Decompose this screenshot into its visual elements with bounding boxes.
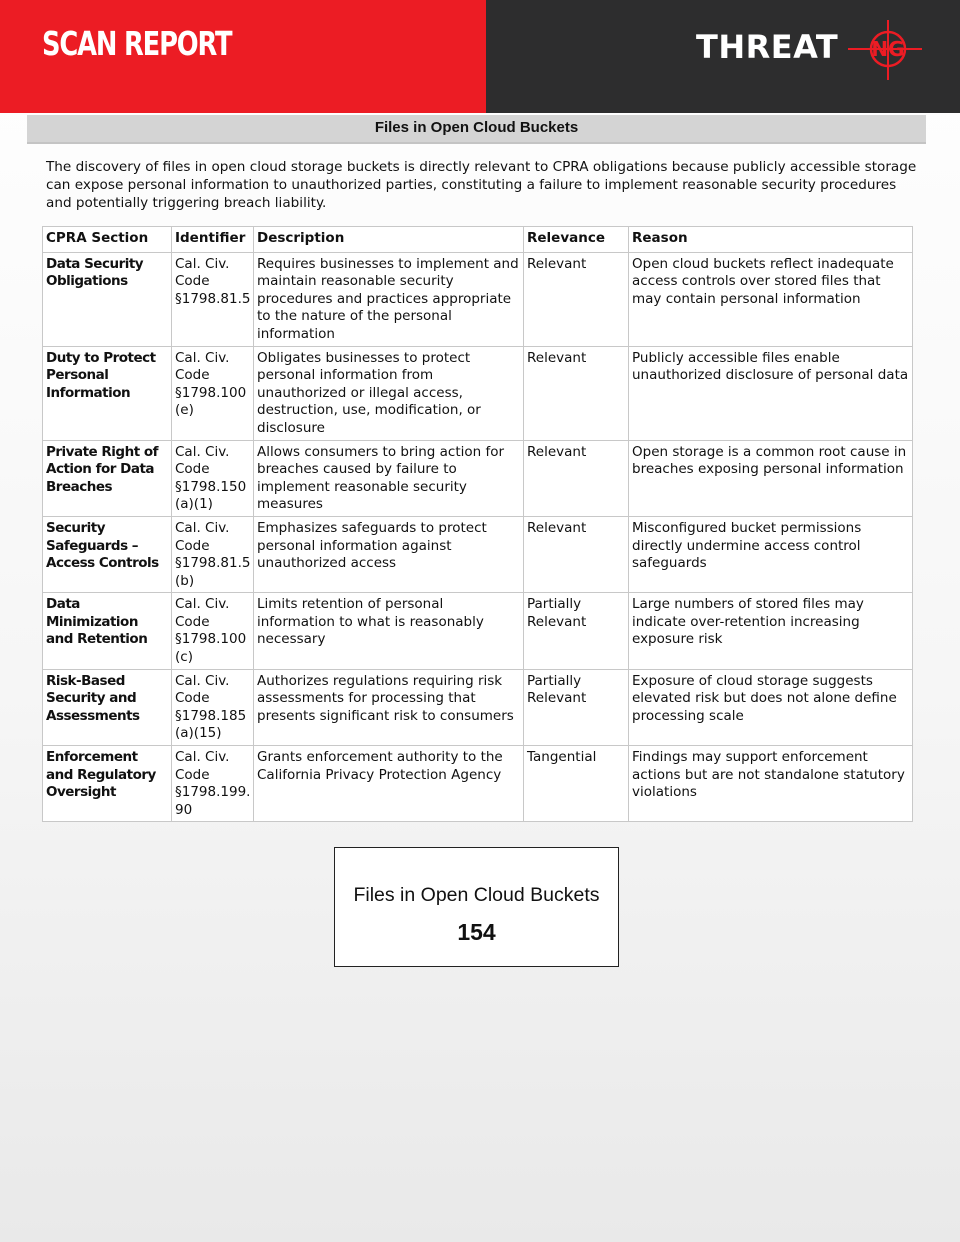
reason-cell: Open cloud buckets reflect inadequate access controls over stored files that may contain personal information [629,252,913,346]
report-title: SCAN REPORT [42,24,232,63]
logo-wordmark: THREAT [696,28,839,66]
column-header-relevance: Relevance [524,227,629,253]
cpra-section-cell: Risk-Based Security and Assessments [43,669,172,745]
relevance-cell: Partially Relevant [524,669,629,745]
reason-cell: Open storage is a common root cause in breaches exposing personal information [629,440,913,516]
crosshair-icon [846,20,926,80]
reason-cell: Misconfigured bucket permissions directly undermine access control safeguards [629,516,913,592]
stat-label: Files in Open Cloud Buckets [353,884,600,906]
identifier-cell: Cal. Civ. Code §1798.81.5 [172,252,254,346]
cpra-section-cell: Duty to Protect Personal Information [43,346,172,440]
description-cell: Obligates businesses to protect personal information from unauthorized or illegal access, destruction, use, modification, or disclosure [254,346,524,440]
description-cell: Limits retention of personal information to what is reasonably necessary [254,593,524,669]
table-row [43,440,913,516]
identifier-cell: Cal. Civ. Code §1798.185 (a)(15) [172,669,254,745]
identifier-cell: Cal. Civ. Code §1798.150 (a)(1) [172,440,254,516]
table-row [43,669,913,745]
reason-cell: Large numbers of stored files may indicate over-retention increasing exposure risk [629,593,913,669]
report-header [0,0,960,113]
cpra-section-cell: Data Security Obligations [43,252,172,346]
intro-paragraph: The discovery of files in open cloud storage buckets is directly relevant to CPRA obligations because publicly accessible storage can expose personal information to unauthorized parties, constituting a failure to implement reasonable security procedures and potentially triggering breach liability. [46,159,917,211]
description-cell: Authorizes regulations requiring risk assessments for processing that presents significant risk to consumers [254,669,524,745]
relevance-cell: Relevant [524,252,629,346]
cpra-section-cell: Data Minimization and Retention [43,593,172,669]
description-cell: Emphasizes safeguards to protect personal information against unauthorized access [254,516,524,592]
stat-value: 154 [457,919,496,945]
section-title: Files in Open Cloud Buckets [27,115,926,144]
reason-cell: Publicly accessible files enable unauthorized disclosure of personal data [629,346,913,440]
relevance-cell: Relevant [524,516,629,592]
stat-summary-box [334,847,619,967]
cpra-section-cell: Security Safeguards – Access Controls [43,516,172,592]
column-header-section: CPRA Section [43,227,172,253]
description-cell: Requires businesses to implement and maintain reasonable security procedures and practices appropriate to the nature of the personal information [254,252,524,346]
cpra-table-container [42,226,912,822]
cpra-section-cell: Private Right of Action for Data Breaches [43,440,172,516]
column-header-reason: Reason [629,227,913,253]
reason-cell: Exposure of cloud storage suggests elevated risk but does not alone define processing scale [629,669,913,745]
threatng-logo [696,20,936,80]
logo-suffix: NG [871,37,905,61]
identifier-cell: Cal. Civ. Code §1798.100 (c) [172,593,254,669]
table-row [43,346,913,440]
identifier-cell: Cal. Civ. Code §1798.100 (e) [172,346,254,440]
description-cell: Allows consumers to bring action for breaches caused by failure to implement reasonable security measures [254,440,524,516]
cpra-section-cell: Enforcement and Regulatory Oversight [43,746,172,822]
table-row [43,746,913,822]
reason-cell: Findings may support enforcement actions but are not standalone statutory violations [629,746,913,822]
table-row [43,593,913,669]
description-cell: Grants enforcement authority to the California Privacy Protection Agency [254,746,524,822]
table-row [43,252,913,346]
column-header-identifier: Identifier [172,227,254,253]
table-header-row [43,227,913,253]
relevance-cell: Partially Relevant [524,593,629,669]
header-red-panel [0,0,486,113]
identifier-cell: Cal. Civ. Code §1798.81.5 (b) [172,516,254,592]
relevance-cell: Tangential [524,746,629,822]
identifier-cell: Cal. Civ. Code §1798.199. 90 [172,746,254,822]
cpra-table [42,226,913,822]
column-header-description: Description [254,227,524,253]
relevance-cell: Relevant [524,440,629,516]
table-row [43,516,913,592]
relevance-cell: Relevant [524,346,629,440]
